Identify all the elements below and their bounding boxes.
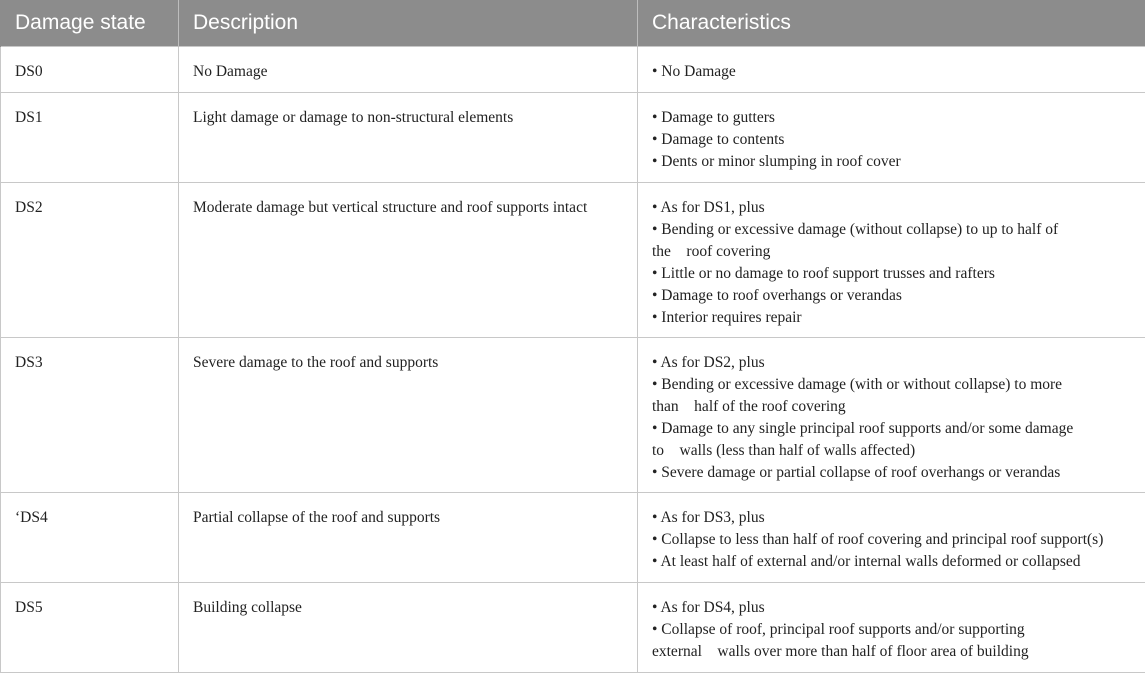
damage-state-cell: DS2: [1, 182, 179, 337]
characteristic-line: • Damage to any single principal roof supports and/or some damage: [652, 418, 1131, 440]
characteristic-line: • As for DS4, plus: [652, 597, 1131, 619]
characteristic-line: • Little or no damage to roof support trusses and rafters: [652, 263, 1131, 285]
characteristic-line: • Bending or excessive damage (without collapse) to up to half of: [652, 219, 1131, 241]
characteristics-cell: [638, 182, 1145, 337]
characteristic-line: • As for DS2, plus: [652, 352, 1131, 374]
characteristic-line: • Collapse to less than half of roof covering and principal roof support(s): [652, 529, 1131, 551]
table-row: [1, 182, 1145, 337]
description-cell: Partial collapse of the roof and supports: [179, 492, 638, 582]
header-damage-state: Damage state: [1, 0, 179, 46]
characteristic-line: the roof covering: [652, 241, 1131, 263]
damage-state-cell: DS1: [1, 92, 179, 182]
table-header-row: [1, 0, 1145, 46]
characteristic-line: than half of the roof covering: [652, 396, 1131, 418]
characteristics-cell: [638, 582, 1145, 672]
characteristic-line: • Damage to roof overhangs or verandas: [652, 285, 1131, 307]
table-row: [1, 46, 1145, 92]
characteristic-line: • Interior requires repair: [652, 307, 1131, 329]
damage-state-cell: DS3: [1, 337, 179, 492]
characteristics-cell: [638, 492, 1145, 582]
table-row: [1, 92, 1145, 182]
table-row: [1, 492, 1145, 582]
description-cell: Light damage or damage to non-structural elements: [179, 92, 638, 182]
damage-state-cell: ‘DS4: [1, 492, 179, 582]
characteristics-cell: [638, 46, 1145, 92]
characteristic-line: • Damage to contents: [652, 129, 1131, 151]
characteristic-line: • Dents or minor slumping in roof cover: [652, 151, 1131, 173]
description-cell: Moderate damage but vertical structure and roof supports intact: [179, 182, 638, 337]
damage-state-cell: DS5: [1, 582, 179, 672]
characteristic-line: • As for DS3, plus: [652, 507, 1131, 529]
characteristic-line: • Collapse of roof, principal roof supports and/or supporting: [652, 619, 1131, 641]
header-description: Description: [179, 0, 638, 46]
characteristics-cell: [638, 337, 1145, 492]
characteristic-line: to walls (less than half of walls affected): [652, 440, 1131, 462]
characteristic-line: • At least half of external and/or internal walls deformed or collapsed: [652, 551, 1131, 573]
table-row: [1, 337, 1145, 492]
characteristic-line: • Damage to gutters: [652, 107, 1131, 129]
description-cell: Severe damage to the roof and supports: [179, 337, 638, 492]
damage-state-cell: DS0: [1, 46, 179, 92]
characteristics-cell: [638, 92, 1145, 182]
table-row: [1, 582, 1145, 672]
description-cell: No Damage: [179, 46, 638, 92]
description-cell: Building collapse: [179, 582, 638, 672]
characteristic-line: • No Damage: [652, 61, 1131, 83]
header-characteristics: Characteristics: [638, 0, 1145, 46]
characteristic-line: external walls over more than half of floor area of building: [652, 641, 1131, 663]
characteristic-line: • Severe damage or partial collapse of roof overhangs or verandas: [652, 462, 1131, 484]
characteristic-line: • As for DS1, plus: [652, 197, 1131, 219]
characteristic-line: • Bending or excessive damage (with or without collapse) to more: [652, 374, 1131, 396]
